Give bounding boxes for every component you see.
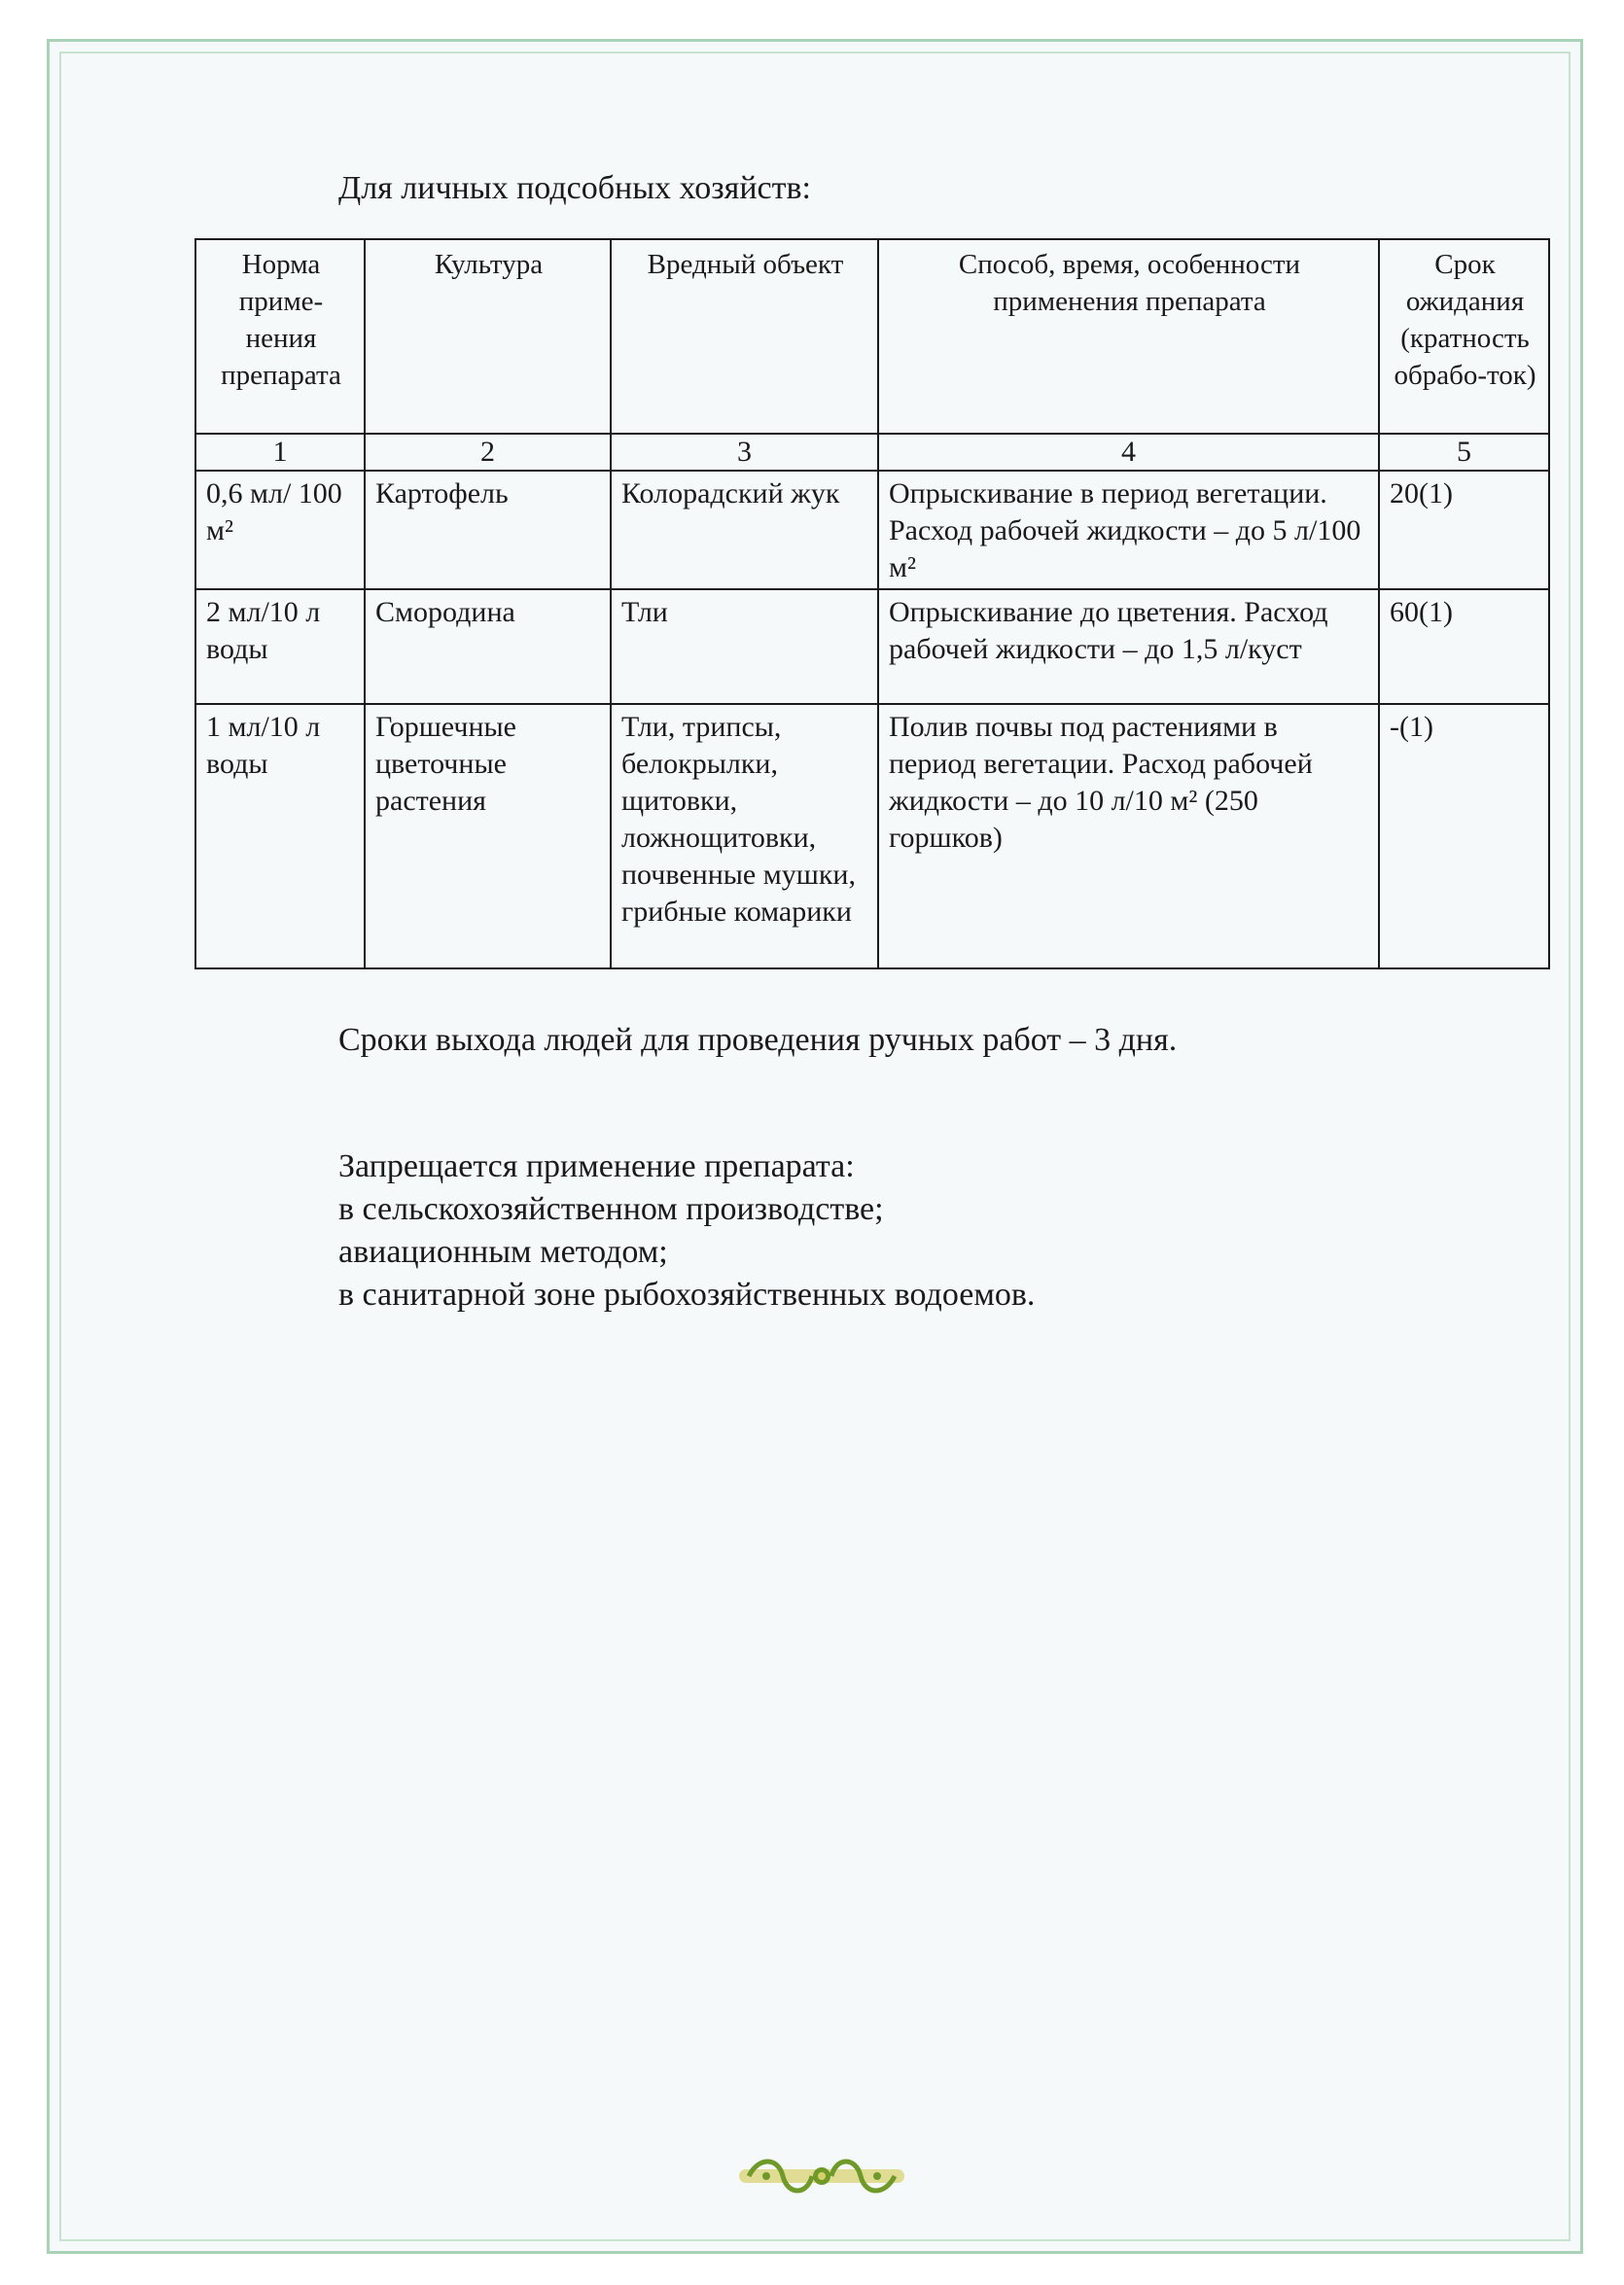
- cell-norm: 2 мл/10 л воды: [195, 589, 365, 704]
- usage-table: [194, 238, 1550, 969]
- column-number-row: [195, 434, 1549, 471]
- cell-wait: -(1): [1379, 704, 1549, 968]
- cell-culture: Горшечные цветочные растения: [365, 704, 611, 968]
- column-number: 5: [1379, 434, 1549, 471]
- table-row: [195, 704, 1549, 968]
- table-header-row: [195, 239, 1549, 434]
- prohibition-item: авиационным методом;: [338, 1234, 668, 1270]
- prohibition-item: в сельскохозяйственном производстве;: [338, 1191, 884, 1227]
- header-method: Способ, время, особенности применения препарата: [878, 239, 1379, 434]
- header-norm: Норма приме-нения препарата: [195, 239, 365, 434]
- exit-period-note: Сроки выхода людей для проведения ручных работ – 3 дня.: [338, 1022, 1178, 1058]
- header-pest: Вредный объект: [611, 239, 878, 434]
- cell-culture: Картофель: [365, 471, 611, 589]
- cell-wait: 60(1): [1379, 589, 1549, 704]
- prohibitions-block: [338, 1145, 1035, 1317]
- cell-wait: 20(1): [1379, 471, 1549, 589]
- prohibition-item: в санитарной зоне рыбохозяйственных водоемов.: [338, 1277, 1036, 1313]
- table-row: [195, 589, 1549, 704]
- column-number: 3: [611, 434, 878, 471]
- cell-method: Опрыскивание до цветения. Расход рабочей жидкости – до 1,5 л/куст: [878, 589, 1379, 704]
- cell-pest: Колорадский жук: [611, 471, 878, 589]
- cell-pest: Тли, трипсы, белокрылки, щитовки, ложнощитовки, почвенные мушки, грибные комарики: [611, 704, 878, 968]
- column-number: 1: [195, 434, 365, 471]
- intro-heading: Для личных подсобных хозяйств:: [338, 170, 811, 206]
- cell-pest: Тли: [611, 589, 878, 704]
- ornament-icon: [739, 2152, 904, 2200]
- prohibitions-heading: Запрещается применение препарата:: [338, 1148, 855, 1184]
- header-culture: Культура: [365, 239, 611, 434]
- header-wait: Срок ожидания (кратность обрабо-ток): [1379, 239, 1549, 434]
- cell-culture: Смородина: [365, 589, 611, 704]
- column-number: 4: [878, 434, 1379, 471]
- cell-norm: 0,6 мл/ 100 м²: [195, 471, 365, 589]
- cell-norm: 1 мл/10 л воды: [195, 704, 365, 968]
- cell-method: Опрыскивание в период вегетации. Расход рабочей жидкости – до 5 л/100 м²: [878, 471, 1379, 589]
- column-number: 2: [365, 434, 611, 471]
- cell-method: Полив почвы под растениями в период вегетации. Расход рабочей жидкости – до 10 л/10 м² (250 горшков): [878, 704, 1379, 968]
- table-row: [195, 471, 1549, 589]
